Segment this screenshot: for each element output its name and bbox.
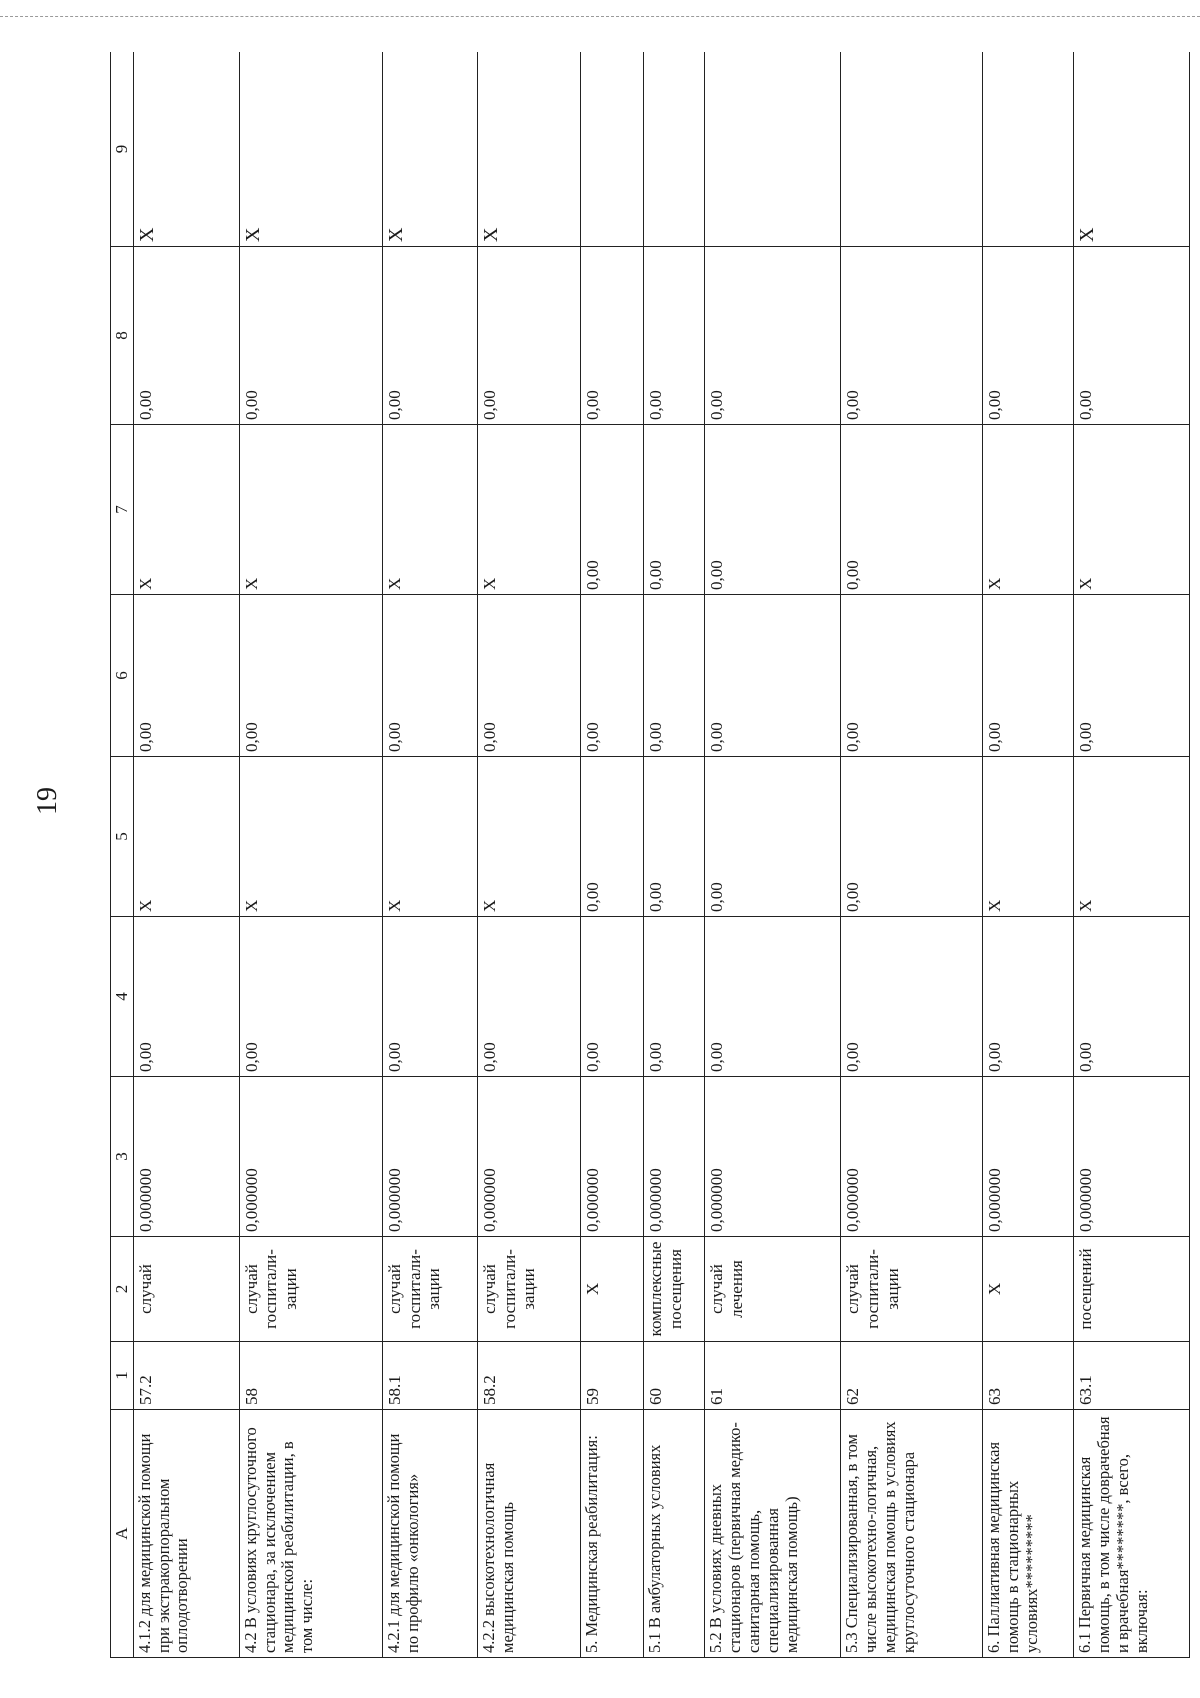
col5-value: X <box>982 757 1073 917</box>
row-code: 62 <box>841 1342 982 1410</box>
col9-value: X <box>1074 52 1190 247</box>
col9-value: X <box>239 52 383 247</box>
col4-value: 0,00 <box>383 917 478 1077</box>
col6-value: 0,00 <box>841 595 982 757</box>
row-label: 5.3 Специализированная, в том числе высокотехно-логичная, медицинская помощь в условиях круглосуточного стационара <box>841 1410 982 1658</box>
row-label: 4.1.2 для медицинской помощи при экстракорпоральном оплодотворении <box>133 1410 239 1658</box>
col3-value: 0,000000 <box>982 1077 1073 1237</box>
col3-value: 0,000000 <box>841 1077 982 1237</box>
row-code: 58.1 <box>383 1342 478 1410</box>
row-label: 6. Паллиативная медицинская помощь в стационарных условиях********* <box>982 1410 1073 1658</box>
col7-value: X <box>133 425 239 595</box>
row-code: 60 <box>644 1342 705 1410</box>
col6-value: 0,00 <box>1074 595 1190 757</box>
col-header-1: 1 <box>111 1342 134 1410</box>
col3-value: 0,000000 <box>1074 1077 1190 1237</box>
row-code: 57.2 <box>133 1342 239 1410</box>
table-row <box>644 52 705 1658</box>
row-code: 63 <box>982 1342 1073 1410</box>
row-label: 5. Медицинская реабилитация: <box>580 1410 643 1658</box>
row-unit: случай госпитали-зации <box>478 1237 580 1342</box>
col3-value: 0,000000 <box>580 1077 643 1237</box>
col7-value: X <box>982 425 1073 595</box>
col3-value: 0,000000 <box>644 1077 705 1237</box>
col3-value: 0,000000 <box>478 1077 580 1237</box>
row-code: 58 <box>239 1342 383 1410</box>
col-header-2: 2 <box>111 1237 134 1342</box>
row-unit: случай госпитали-зации <box>383 1237 478 1342</box>
row-label: 4.2 В условиях круглосуточного стационара, за исключением медицинской реабилитации, в том числе: <box>239 1410 383 1658</box>
row-label: 4.2.1 для медицинской помощи по профилю «онкология» <box>383 1410 478 1658</box>
row-unit: случай лечения <box>704 1237 840 1342</box>
col4-value: 0,00 <box>1074 917 1190 1077</box>
col9-value <box>704 52 840 247</box>
row-code: 59 <box>580 1342 643 1410</box>
table-row <box>478 52 580 1658</box>
col7-value: X <box>1074 425 1190 595</box>
table-row <box>383 52 478 1658</box>
col-header-a: А <box>111 1410 134 1658</box>
col6-value: 0,00 <box>239 595 383 757</box>
col7-value: X <box>239 425 383 595</box>
row-unit: X <box>580 1237 643 1342</box>
row-label: 6.1 Первичная медицинская помощь, в том числе доврачебная и врачебная********, всего, включая: <box>1074 1410 1190 1658</box>
col5-value: X <box>1074 757 1190 917</box>
col-header-7: 7 <box>111 425 134 595</box>
data-table <box>110 52 1190 1658</box>
col3-value: 0,000000 <box>704 1077 840 1237</box>
row-unit: X <box>982 1237 1073 1342</box>
col4-value: 0,00 <box>133 917 239 1077</box>
col5-value: X <box>383 757 478 917</box>
row-unit: случай госпитали-зации <box>841 1237 982 1342</box>
table-row <box>580 52 643 1658</box>
row-unit: комплексные посещения <box>644 1237 705 1342</box>
header-row <box>111 52 134 1658</box>
col4-value: 0,00 <box>704 917 840 1077</box>
col5-value: X <box>133 757 239 917</box>
col9-value: X <box>478 52 580 247</box>
col5-value: 0,00 <box>580 757 643 917</box>
col3-value: 0,000000 <box>133 1077 239 1237</box>
col4-value: 0,00 <box>982 917 1073 1077</box>
col6-value: 0,00 <box>478 595 580 757</box>
col7-value: X <box>383 425 478 595</box>
row-unit: случай госпитали-зации <box>239 1237 383 1342</box>
col9-value: X <box>383 52 478 247</box>
table-row <box>704 52 840 1658</box>
col7-value: 0,00 <box>580 425 643 595</box>
col7-value: 0,00 <box>704 425 840 595</box>
row-code: 61 <box>704 1342 840 1410</box>
table-row <box>841 52 982 1658</box>
col6-value: 0,00 <box>133 595 239 757</box>
col8-value: 0,00 <box>704 247 840 425</box>
col-header-9: 9 <box>111 52 134 247</box>
col-header-4: 4 <box>111 917 134 1077</box>
col8-value: 0,00 <box>383 247 478 425</box>
col8-value: 0,00 <box>239 247 383 425</box>
row-label: 5.1 В амбулаторных условиях <box>644 1410 705 1658</box>
col8-value: 0,00 <box>1074 247 1190 425</box>
col4-value: 0,00 <box>644 917 705 1077</box>
row-unit: случай <box>133 1237 239 1342</box>
scan-edge-line <box>0 16 1200 20</box>
row-label: 5.2 В условиях дневных стационаров (первичная медико-санитарная помощь, специализированная медицинская помощь) <box>704 1410 840 1658</box>
col6-value: 0,00 <box>982 595 1073 757</box>
col9-value <box>580 52 643 247</box>
col8-value: 0,00 <box>982 247 1073 425</box>
col7-value: X <box>478 425 580 595</box>
col6-value: 0,00 <box>580 595 643 757</box>
col6-value: 0,00 <box>704 595 840 757</box>
col9-value <box>982 52 1073 247</box>
col7-value: 0,00 <box>841 425 982 595</box>
col-header-6: 6 <box>111 595 134 757</box>
col-header-3: 3 <box>111 1077 134 1237</box>
col9-value <box>644 52 705 247</box>
table-row <box>239 52 383 1658</box>
col6-value: 0,00 <box>383 595 478 757</box>
row-code: 63.1 <box>1074 1342 1190 1410</box>
col-header-5: 5 <box>111 757 134 917</box>
col9-value <box>841 52 982 247</box>
col5-value: X <box>478 757 580 917</box>
col6-value: 0,00 <box>644 595 705 757</box>
col4-value: 0,00 <box>841 917 982 1077</box>
table-row <box>1074 52 1190 1658</box>
col-header-8: 8 <box>111 247 134 425</box>
table-row <box>133 52 239 1658</box>
col8-value: 0,00 <box>133 247 239 425</box>
col3-value: 0,000000 <box>239 1077 383 1237</box>
col8-value: 0,00 <box>841 247 982 425</box>
col8-value: 0,00 <box>644 247 705 425</box>
page-number: 19 <box>32 787 63 815</box>
col5-value: X <box>239 757 383 917</box>
col4-value: 0,00 <box>239 917 383 1077</box>
col5-value: 0,00 <box>841 757 982 917</box>
row-label: 4.2.2 высокотехнологичная медицинская помощь <box>478 1410 580 1658</box>
col3-value: 0,000000 <box>383 1077 478 1237</box>
rotated-table-area <box>110 52 1190 1658</box>
table-row <box>982 52 1073 1658</box>
row-unit: посещений <box>1074 1237 1190 1342</box>
col5-value: 0,00 <box>704 757 840 917</box>
row-code: 58.2 <box>478 1342 580 1410</box>
col4-value: 0,00 <box>478 917 580 1077</box>
col4-value: 0,00 <box>580 917 643 1077</box>
col7-value: 0,00 <box>644 425 705 595</box>
col8-value: 0,00 <box>580 247 643 425</box>
col9-value: X <box>133 52 239 247</box>
col5-value: 0,00 <box>644 757 705 917</box>
col8-value: 0,00 <box>478 247 580 425</box>
